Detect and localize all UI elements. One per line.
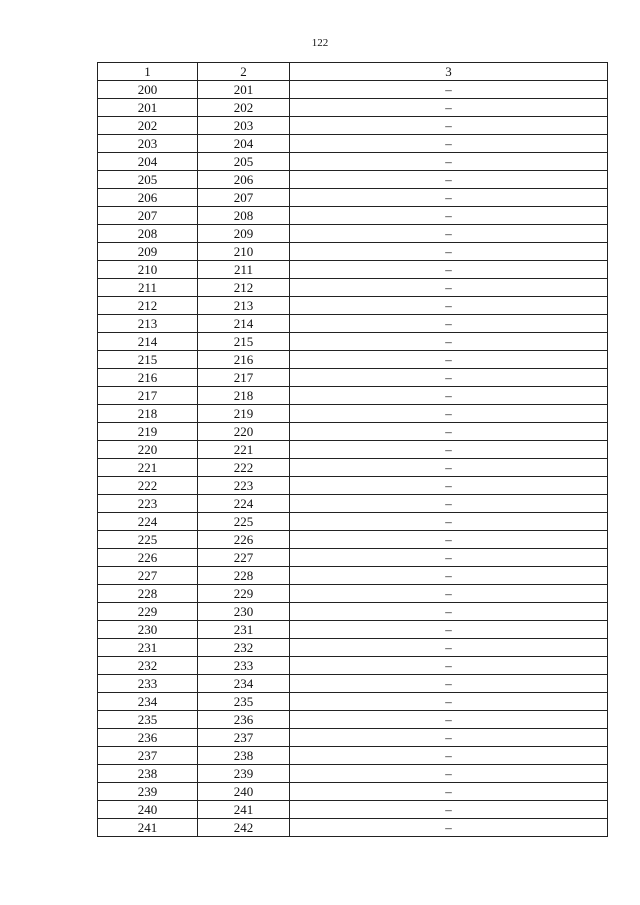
table-cell-col-1: 225 [98,531,198,549]
table-cell-col-3: – [290,315,608,333]
table-cell-col-2: 231 [198,621,290,639]
table-cell-col-2: 241 [198,801,290,819]
table-cell-col-1: 227 [98,567,198,585]
table-cell-col-3: – [290,639,608,657]
table-row [98,693,608,711]
table-cell-col-2: 214 [198,315,290,333]
table-cell-col-3: – [290,819,608,837]
table-cell-col-1: 203 [98,135,198,153]
table-cell-col-2: 236 [198,711,290,729]
table-cell-col-3: – [290,801,608,819]
table-body [98,81,608,837]
table-row [98,459,608,477]
table-cell-col-3: – [290,405,608,423]
table-cell-col-3: – [290,333,608,351]
table-cell-col-1: 222 [98,477,198,495]
table-cell-col-1: 211 [98,279,198,297]
table-cell-col-2: 228 [198,567,290,585]
table-cell-col-1: 224 [98,513,198,531]
table-cell-col-1: 212 [98,297,198,315]
table-row [98,135,608,153]
table-cell-col-1: 228 [98,585,198,603]
table-cell-col-3: – [290,117,608,135]
table-row [98,261,608,279]
table-cell-col-1: 238 [98,765,198,783]
header-row [98,63,608,81]
table-cell-col-2: 212 [198,279,290,297]
table-cell-col-1: 217 [98,387,198,405]
table-cell-col-1: 214 [98,333,198,351]
table-cell-col-1: 215 [98,351,198,369]
table-cell-col-3: – [290,171,608,189]
table-cell-col-1: 223 [98,495,198,513]
table-cell-col-3: – [290,513,608,531]
table-cell-col-2: 230 [198,603,290,621]
table-cell-col-2: 234 [198,675,290,693]
table-cell-col-2: 217 [198,369,290,387]
table-row [98,675,608,693]
table-cell-col-3: – [290,621,608,639]
table-cell-col-2: 237 [198,729,290,747]
column-header-3: 3 [290,63,608,81]
table-cell-col-2: 239 [198,765,290,783]
table-cell-col-3: – [290,477,608,495]
table-cell-col-3: – [290,729,608,747]
table-cell-col-1: 235 [98,711,198,729]
table-cell-col-2: 215 [198,333,290,351]
table-cell-col-1: 220 [98,441,198,459]
table-cell-col-2: 204 [198,135,290,153]
table-cell-col-1: 221 [98,459,198,477]
table-row [98,783,608,801]
table-cell-col-2: 210 [198,243,290,261]
table-row [98,117,608,135]
table-row [98,801,608,819]
table-cell-col-2: 225 [198,513,290,531]
table-row [98,531,608,549]
table-cell-col-3: – [290,387,608,405]
table-row [98,603,608,621]
table-cell-col-1: 231 [98,639,198,657]
table-cell-col-2: 221 [198,441,290,459]
table-cell-col-2: 213 [198,297,290,315]
table-cell-col-1: 230 [98,621,198,639]
table-row [98,297,608,315]
column-header-2: 2 [198,63,290,81]
table-cell-col-2: 209 [198,225,290,243]
table-cell-col-2: 211 [198,261,290,279]
table-cell-col-3: – [290,297,608,315]
table-cell-col-1: 241 [98,819,198,837]
table-row [98,243,608,261]
table-row [98,657,608,675]
table-row [98,315,608,333]
table-cell-col-3: – [290,585,608,603]
table-cell-col-2: 220 [198,423,290,441]
table-cell-col-2: 208 [198,207,290,225]
table-cell-col-2: 222 [198,459,290,477]
table-row [98,765,608,783]
table-cell-col-1: 236 [98,729,198,747]
table-cell-col-3: – [290,549,608,567]
table-cell-col-3: – [290,747,608,765]
table-cell-col-2: 232 [198,639,290,657]
table-row [98,477,608,495]
table-cell-col-1: 213 [98,315,198,333]
table-row [98,333,608,351]
table-row [98,441,608,459]
table-cell-col-1: 209 [98,243,198,261]
data-table [97,62,608,837]
table-cell-col-2: 229 [198,585,290,603]
table-cell-col-3: – [290,207,608,225]
table-cell-col-3: – [290,99,608,117]
table-cell-col-1: 226 [98,549,198,567]
table-cell-col-3: – [290,495,608,513]
table-row [98,585,608,603]
table-cell-col-2: 224 [198,495,290,513]
table-cell-col-1: 210 [98,261,198,279]
table-row [98,549,608,567]
table-row [98,495,608,513]
table-cell-col-1: 206 [98,189,198,207]
table-row [98,621,608,639]
table-cell-col-3: – [290,189,608,207]
table-cell-col-3: – [290,135,608,153]
table-cell-col-1: 239 [98,783,198,801]
table-cell-col-1: 232 [98,657,198,675]
table-cell-col-2: 202 [198,99,290,117]
page-number: 122 [311,37,329,49]
table-row [98,747,608,765]
table-cell-col-3: – [290,459,608,477]
table-row [98,729,608,747]
table-cell-col-1: 218 [98,405,198,423]
table-cell-col-1: 201 [98,99,198,117]
table-row [98,639,608,657]
table-cell-col-3: – [290,657,608,675]
table-cell-col-3: – [290,351,608,369]
table-row [98,279,608,297]
table-cell-col-3: – [290,531,608,549]
table-cell-col-1: 207 [98,207,198,225]
table-row [98,423,608,441]
table-cell-col-2: 223 [198,477,290,495]
table-cell-col-3: – [290,567,608,585]
table-cell-col-1: 216 [98,369,198,387]
table-cell-col-1: 234 [98,693,198,711]
table-cell-col-2: 201 [198,81,290,99]
table-cell-col-1: 200 [98,81,198,99]
column-header-1: 1 [98,63,198,81]
table-row [98,711,608,729]
table-cell-col-2: 203 [198,117,290,135]
table-cell-col-3: – [290,783,608,801]
table-row [98,153,608,171]
table-cell-col-3: – [290,765,608,783]
table-cell-col-3: – [290,279,608,297]
table-cell-col-1: 233 [98,675,198,693]
table-cell-col-3: – [290,675,608,693]
table-cell-col-2: 235 [198,693,290,711]
table-row [98,207,608,225]
table-row [98,513,608,531]
table-cell-col-2: 240 [198,783,290,801]
table-cell-col-2: 207 [198,189,290,207]
table-cell-col-2: 219 [198,405,290,423]
table-row [98,819,608,837]
table-cell-col-1: 204 [98,153,198,171]
table-header [98,63,608,81]
table-cell-col-3: – [290,243,608,261]
table-cell-col-3: – [290,225,608,243]
table-cell-col-2: 242 [198,819,290,837]
table-cell-col-2: 218 [198,387,290,405]
table-cell-col-2: 226 [198,531,290,549]
table-cell-col-2: 238 [198,747,290,765]
table-cell-col-1: 240 [98,801,198,819]
table-cell-col-2: 233 [198,657,290,675]
table-row [98,81,608,99]
table-cell-col-3: – [290,81,608,99]
table-cell-col-1: 219 [98,423,198,441]
table-cell-col-1: 202 [98,117,198,135]
table-cell-col-3: – [290,423,608,441]
table-cell-col-3: – [290,603,608,621]
table-row [98,99,608,117]
table-cell-col-3: – [290,693,608,711]
table-row [98,171,608,189]
table-cell-col-1: 208 [98,225,198,243]
table-cell-col-1: 205 [98,171,198,189]
table-cell-col-3: – [290,153,608,171]
table-cell-col-2: 216 [198,351,290,369]
table-row [98,225,608,243]
table-row [98,351,608,369]
table-cell-col-3: – [290,261,608,279]
table-cell-col-3: – [290,711,608,729]
table-cell-col-1: 229 [98,603,198,621]
table-row [98,405,608,423]
table-row [98,387,608,405]
table-row [98,567,608,585]
table-cell-col-3: – [290,441,608,459]
table-row [98,189,608,207]
table-cell-col-2: 206 [198,171,290,189]
table-cell-col-1: 237 [98,747,198,765]
table-row [98,369,608,387]
table-cell-col-2: 205 [198,153,290,171]
table-cell-col-3: – [290,369,608,387]
table-cell-col-2: 227 [198,549,290,567]
